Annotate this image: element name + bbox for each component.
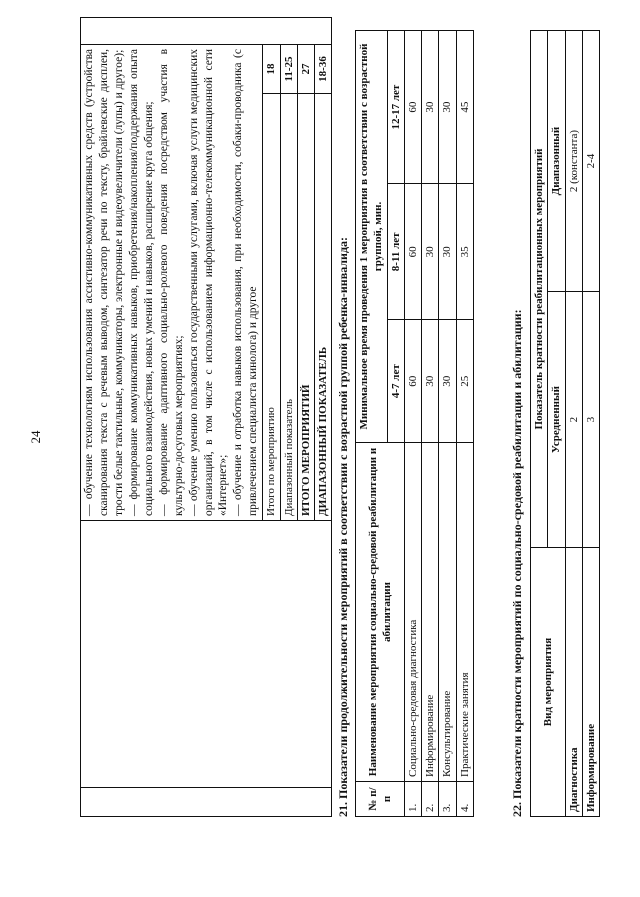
row-value: 30 <box>439 320 456 443</box>
row-kind: Информирование <box>582 548 599 817</box>
summary-value: 11-25 <box>280 45 297 94</box>
bullet-item: — формирование коммуникативных навыков, приобретения/накопления/поддержания опыта социального взаимодействия, новых умений и навыков, расширение круга общения; <box>127 49 155 516</box>
row-range: 2 (константа) <box>565 31 582 292</box>
col-header-avg: Усредненный <box>548 292 565 548</box>
summary-label: Диапазонный показатель <box>280 94 297 521</box>
summary-label: Итого по мероприятию <box>263 94 280 521</box>
row-num: 2. <box>422 782 439 817</box>
row-value: 25 <box>456 320 473 443</box>
bullet-list-cell <box>81 45 263 521</box>
table-row <box>422 31 439 817</box>
bullet-item: — обучение технологиям использования ассистивно-коммуникативных средств (устройства сканирования текста с речевым выводом, синтезатор речи по тексту, брайлевские дисплеи, трости белые тактильные, коммуникаторы, электронные и видеоувеличители (лупы) и другое); <box>83 49 125 516</box>
page-number: 24 <box>28 430 43 444</box>
table-row <box>456 31 473 817</box>
col-header-indicator: Показатель кратности реабилитационных мероприятий <box>531 31 548 548</box>
empty-column <box>81 788 332 817</box>
col-header-age: 8-11 лет <box>387 184 404 320</box>
row-kind: Диагностика <box>565 548 582 817</box>
row-name: Информирование <box>422 443 439 782</box>
summary-value: 18 <box>263 45 280 94</box>
table-row <box>565 31 582 817</box>
col-header-time: Минимальное время проведения 1 мероприятия в соответствии с возрастной группой, мин. <box>356 31 388 443</box>
row-avg: 3 <box>582 292 599 548</box>
row-value: 30 <box>439 31 456 184</box>
continuation-table <box>80 17 332 817</box>
row-num: 3. <box>439 782 456 817</box>
table-row <box>439 31 456 817</box>
row-num: 4. <box>456 782 473 817</box>
col-header-kind: Вид мероприятия <box>531 548 566 817</box>
frequency-table <box>530 30 600 817</box>
row-name: Консультирование <box>439 443 456 782</box>
row-avg: 2 <box>565 292 582 548</box>
summary-value: 18-36 <box>315 45 332 94</box>
row-name: Социально-средовая диагностика <box>404 443 421 782</box>
section-21-title: 21. Показатели продолжительности мероприятий в соответствии с возрастной группой ребенка-инвалида: <box>336 236 350 817</box>
row-value: 30 <box>422 31 439 184</box>
row-num: 1. <box>404 782 421 817</box>
summary-label: ИТОГО МЕРОПРИЯТИЙ <box>297 94 314 521</box>
row-value: 35 <box>456 184 473 320</box>
row-value: 30 <box>439 184 456 320</box>
empty-column <box>81 521 332 788</box>
summary-value: 27 <box>297 45 314 94</box>
col-header-age: 4-7 лет <box>387 320 404 443</box>
row-value: 60 <box>404 184 421 320</box>
table-row <box>582 31 599 817</box>
summary-label: ДИАПАЗОННЫЙ ПОКАЗАТЕЛЬ <box>315 94 332 521</box>
col-header-age: 12-17 лет <box>387 31 404 184</box>
row-value: 30 <box>422 320 439 443</box>
col-header-name: Наименование мероприятия социально-средовой реабилитации и абилитации <box>356 443 405 782</box>
row-value: 30 <box>422 184 439 320</box>
table-row <box>404 31 421 817</box>
col-header-range: Диапазонный <box>548 31 565 292</box>
col-header-num: № п/п <box>356 782 405 817</box>
bullet-item: — формирование адаптивного социально-ролевого поведения посредством участия в культурно-досуговых мероприятиях; <box>157 49 185 516</box>
empty-column <box>81 18 332 45</box>
row-range: 2-4 <box>582 31 599 292</box>
section-22-title: 22. Показатели кратности мероприятий по социально-средовой реабилитации и абилитации: <box>510 309 524 817</box>
duration-table <box>355 30 474 817</box>
row-name: Практические занятия <box>456 443 473 782</box>
bullet-item: — обучение умению пользоваться государственными услугами, включая услуги медицинских организаций, в том числе с использованием информационно-телекоммуникационной сети «Интернет»; <box>187 49 230 516</box>
row-value: 45 <box>456 31 473 184</box>
row-value: 60 <box>404 31 421 184</box>
row-value: 60 <box>404 320 421 443</box>
bullet-item: — обучение и отработка навыков использования, при необходимости, собаки-проводника (с привлечением специалиста кинолога) и другое <box>232 49 260 516</box>
